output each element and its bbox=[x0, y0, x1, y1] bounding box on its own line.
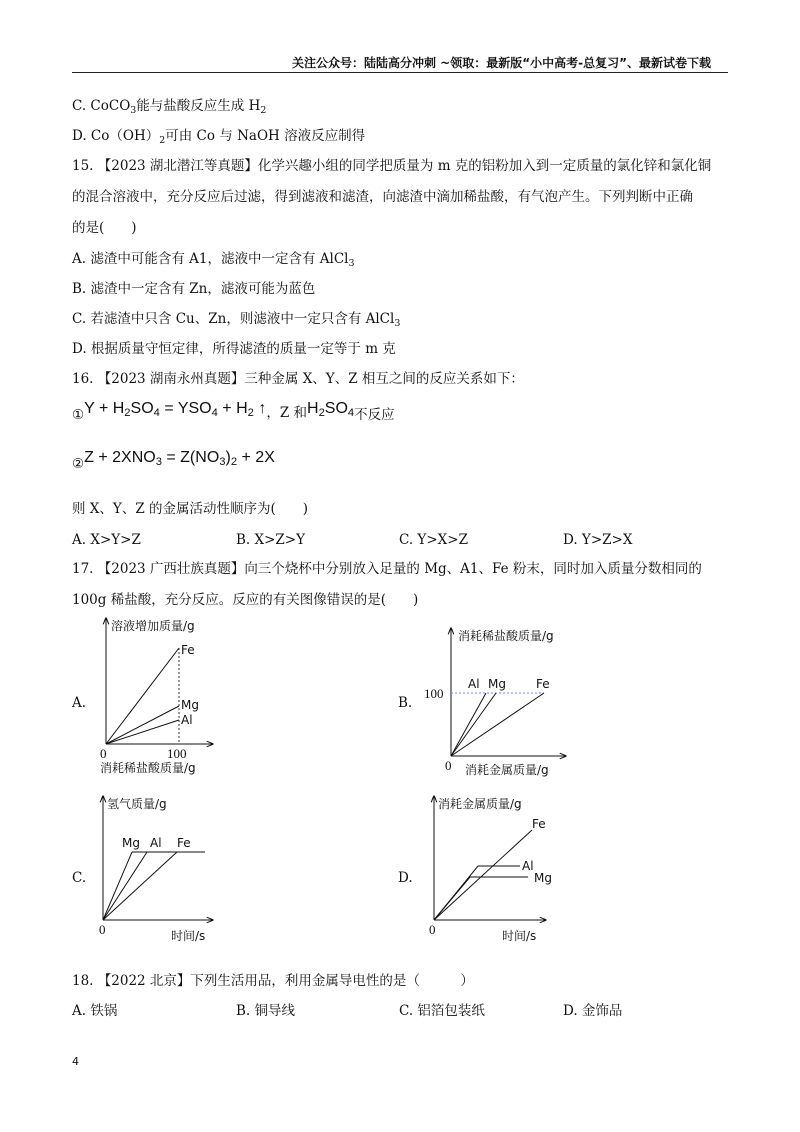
graph-c-mg-line bbox=[103, 852, 132, 920]
graph-a-fe-label: Fe bbox=[181, 643, 195, 657]
graph-a-fe-line bbox=[106, 648, 179, 744]
q14-c-text: C. CoCO bbox=[72, 98, 131, 114]
q14-c-sub2: 2 bbox=[260, 105, 267, 116]
graph-b-al-label: Al bbox=[468, 677, 480, 691]
q15-a-sub: 3 bbox=[348, 258, 355, 269]
q14-c-sub: 3 bbox=[130, 105, 137, 116]
graph-b-ylabel: 消耗稀盐酸质量/g bbox=[458, 629, 554, 643]
graph-b-fe-line bbox=[451, 693, 544, 756]
graph-a-option: A. bbox=[72, 695, 87, 711]
q17-stem-line1: 17. 【2023 广西壮族真题】向三个烧杯中分别放入足量的 Mg、A1、Fe 粉末，同时加入质量分数相同的 bbox=[72, 561, 702, 577]
q16-option-c: C. Y>X>Z bbox=[399, 532, 468, 548]
q18-option-c: C. 铝箔包装纸 bbox=[399, 1003, 485, 1019]
q16-question: 则 X、Y、Z 的金属活动性顺序为( ) bbox=[72, 501, 309, 517]
eq1-formula: $Y + H_2SO_4 = YSO_4 + H_2$ ↑ bbox=[84, 400, 267, 419]
q16-stem-line1: 16. 【2023 湖南永州真题】三种金属 X、Y、Z 相互之间的反应关系如下： bbox=[72, 371, 524, 387]
graph-d-fe-line bbox=[434, 830, 532, 920]
graph-a-xtick: 100 bbox=[167, 746, 187, 761]
graph-d-al-label: Al bbox=[522, 859, 534, 873]
q17-stem-line2: 100g 稀盐酸，充分反应。反应的有关图像错误的是( ) bbox=[72, 592, 419, 608]
q16-option-b: B. X>Z>Y bbox=[236, 532, 306, 548]
eq1-no-reaction: 不反应 bbox=[354, 407, 395, 423]
q14-d-sub: 2 bbox=[159, 135, 166, 146]
page-number: 4 bbox=[72, 1055, 79, 1068]
eq1-acid: $H_2SO_4$ bbox=[307, 400, 355, 419]
graph-a-xlabel: 消耗稀盐酸质量/g bbox=[100, 761, 196, 775]
q15-stem-line1: 15. 【2023 湖北潜江等真题】化学兴趣小组的同学把质量为 m 克的铝粉加入到一定质量的氯化锌和氯化铜 bbox=[72, 158, 712, 174]
q16-option-a: A. X>Y>Z bbox=[72, 532, 141, 548]
graph-d-mg-line bbox=[434, 877, 528, 920]
q14-option-d bbox=[72, 127, 365, 145]
graph-c-al-label: Al bbox=[150, 836, 162, 850]
q15-option-a bbox=[72, 250, 354, 268]
graph-d-al-line bbox=[434, 866, 520, 920]
graph-b-origin: 0 bbox=[445, 758, 452, 773]
eq2-formula: $Z + 2XNO_3 = Z(NO_3)_2 + 2X$ bbox=[84, 449, 275, 468]
q16-equation-1 bbox=[72, 400, 395, 423]
q15-stem-line2: 的混合溶液中，充分反应后过滤，得到滤液和滤渣，向滤渣中滴加稀盐酸，有气泡产生。下列判断中正确 bbox=[72, 189, 693, 205]
graph-c-option: C. bbox=[72, 870, 87, 886]
graph-b-mg-line bbox=[451, 693, 496, 756]
graph-a-origin: 0 bbox=[100, 746, 107, 761]
q16-equation-2 bbox=[72, 447, 275, 472]
graph-c bbox=[95, 790, 255, 944]
graph-b-ytick: 100 bbox=[424, 686, 444, 701]
graph-b-mg-label: Mg bbox=[488, 677, 506, 691]
q18-option-a: A. 铁锅 bbox=[72, 1003, 118, 1019]
graph-b-option: B. bbox=[398, 695, 413, 711]
q14-d-text: D. Co（OH） bbox=[72, 128, 160, 144]
graph-d-xlabel: 时间/s bbox=[502, 929, 537, 943]
graph-d-origin: 0 bbox=[429, 922, 436, 937]
q14-d-text2: 可由 Co 与 NaOH 溶液反应制得 bbox=[165, 128, 366, 144]
graph-b-al-line bbox=[451, 693, 486, 756]
graph-d-mg-label: Mg bbox=[534, 871, 552, 885]
q16-option-d: D. Y>Z>X bbox=[563, 532, 633, 548]
graph-b-xlabel: 消耗金属质量/g bbox=[465, 763, 549, 777]
q15-stem-line3: 的是( ) bbox=[72, 220, 137, 236]
eq1-connector: ，Z 和 bbox=[266, 405, 307, 421]
graph-d-fe-label: Fe bbox=[532, 817, 546, 831]
q14-option-c bbox=[72, 97, 266, 115]
graph-a-al-line bbox=[106, 720, 179, 744]
page-header: 关注公众号：陆陆高分冲刺 ~领取：最新版“小中高考-总复习”、最新试卷下载 bbox=[292, 56, 711, 70]
graph-a-mg-label: Mg bbox=[181, 698, 199, 712]
q14-c-text2: 能与盐酸反应生成 H bbox=[136, 98, 261, 114]
graph-a-ylabel: 溶液增加质量/g bbox=[111, 619, 195, 633]
graph-c-ylabel: 氢气质量/g bbox=[107, 797, 167, 811]
q15-c-text: C. 若滤渣中只含 Cu、Zn，则滤液中一定只含有 AlCl bbox=[72, 311, 395, 327]
q18-option-d: D. 金饰品 bbox=[563, 1003, 623, 1019]
graph-d-option: D. bbox=[398, 870, 413, 886]
graph-c-origin: 0 bbox=[99, 922, 106, 937]
graph-a-mg-line bbox=[106, 706, 179, 744]
graph-a-al-label: Al bbox=[181, 713, 193, 727]
graph-c-mg-label: Mg bbox=[122, 836, 140, 850]
q15-option-c bbox=[72, 310, 400, 328]
header-divider bbox=[72, 72, 728, 73]
q18-stem: 18. 【2022 北京】下列生活用品，利用金属导电性的是（ ） bbox=[72, 973, 474, 989]
eq1-number: ① bbox=[72, 407, 85, 423]
q15-c-sub: 3 bbox=[394, 318, 401, 329]
q18-option-b: B. 铜导线 bbox=[236, 1003, 296, 1019]
q15-option-b: B. 滤渣中一定含有 Zn，滤液可能为蓝色 bbox=[72, 281, 316, 297]
q15-a-text: A. 滤渣中可能含有 A1，滤液中一定含有 AlCl bbox=[72, 251, 349, 267]
eq2-number: ② bbox=[72, 456, 85, 472]
graph-d-ylabel: 消耗金属质量/g bbox=[438, 797, 522, 811]
q15-option-d: D. 根据质量守恒定律，所得滤渣的质量一定等于 m 克 bbox=[72, 341, 396, 357]
graph-d bbox=[420, 790, 580, 944]
graph-c-xlabel: 时间/s bbox=[171, 929, 206, 943]
graph-a bbox=[95, 612, 255, 784]
graph-b-fe-label: Fe bbox=[536, 677, 550, 691]
graph-b bbox=[420, 624, 580, 782]
graph-c-fe-label: Fe bbox=[177, 836, 191, 850]
